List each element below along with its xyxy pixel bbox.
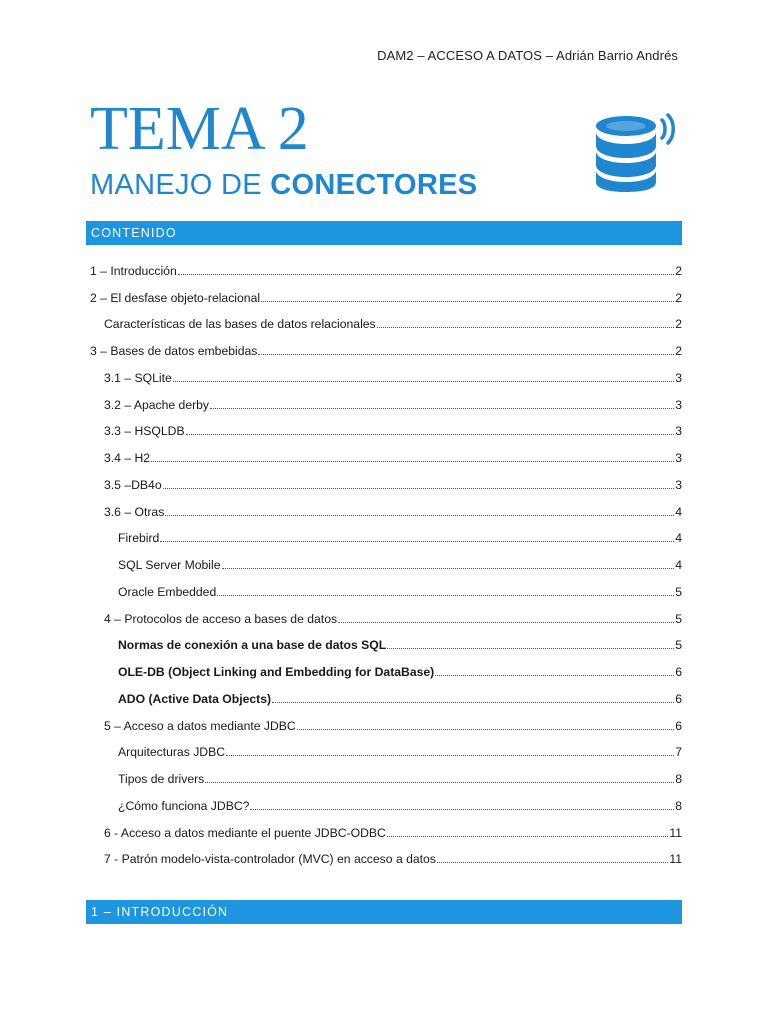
toc-entry-line — [90, 638, 682, 652]
toc-entry-page: 5 — [675, 638, 682, 653]
toc-entry-line — [90, 451, 682, 465]
toc-entry-line — [90, 371, 682, 385]
toc-entry-label: 4 – Protocolos de acceso a bases de datos — [104, 611, 338, 626]
toc-entry-label: ¿Cómo funciona JDBC? — [118, 798, 250, 813]
toc-dot-leader — [377, 327, 675, 328]
toc-entry-label: Firebird — [118, 531, 160, 546]
toc-entry-page: 2 — [675, 317, 682, 332]
toc-entry-label: 3.1 – SQLite — [104, 370, 172, 385]
toc-entry-line — [90, 558, 682, 572]
toc-entry-label: 3.4 – H2 — [104, 451, 151, 465]
toc-entry-label: 5 – Acceso a datos mediante JDBC — [104, 718, 296, 733]
toc-dot-leader — [338, 622, 674, 623]
toc-entry-page: 3 — [675, 370, 682, 385]
toc-entry[interactable] — [90, 600, 682, 627]
toc-entry-line — [90, 692, 682, 706]
toc-entry-page: 8 — [675, 798, 682, 813]
toc-dot-leader — [163, 488, 675, 489]
toc-entry-page: 4 — [675, 558, 682, 572]
toc-entry-line — [90, 612, 682, 626]
toc-entry-line — [90, 344, 682, 358]
toc-entry-page: 3 — [675, 424, 682, 439]
toc-entry-page: 6 — [675, 718, 682, 733]
toc-entry-label: Normas de conexión a una base de datos SQL — [118, 638, 387, 653]
toc-entry-page: 5 — [675, 584, 682, 599]
toc-dot-leader — [210, 408, 674, 409]
toc-entry-label: 6 - Acceso a datos mediante el puente JDBC-ODBC — [104, 825, 386, 840]
toc-entry-label: 3.2 – Apache derby — [104, 397, 210, 412]
toc-entry-line — [90, 398, 682, 412]
toc-entry-page: 4 — [675, 531, 682, 546]
toc-entry[interactable] — [90, 386, 682, 413]
toc-dot-leader — [437, 862, 668, 863]
toc-dot-leader — [261, 301, 674, 302]
chapter-title: TEMA 2 — [90, 95, 309, 163]
toc-entry[interactable] — [90, 439, 682, 466]
toc-entry-label: 3 – Bases de datos embebidas — [90, 344, 258, 358]
toc-dot-leader — [387, 836, 669, 837]
toc-entry-line — [90, 799, 682, 813]
toc-entry-label: OLE-DB (Object Linking and Embedding for DataBase) — [118, 665, 435, 679]
toc-dot-leader — [217, 595, 674, 596]
toc-entry-line — [90, 665, 682, 679]
title-block — [90, 96, 590, 202]
toc-entry-page: 11 — [669, 852, 682, 867]
toc-dot-leader — [222, 568, 675, 569]
contents-heading: CONTENIDO — [86, 221, 682, 245]
toc-entry[interactable] — [90, 359, 682, 386]
toc-entry-line — [90, 826, 682, 840]
running-header: DAM2 – ACCESO A DATOS – Adrián Barrio Andrés — [377, 48, 678, 63]
introduction-heading: 1 – INTRODUCCIÓN — [86, 900, 682, 924]
toc-dot-leader — [173, 381, 674, 382]
toc-dot-leader — [272, 702, 674, 703]
toc-entry-label: 3.6 – Otras — [104, 504, 165, 519]
toc-entry-label: Características de las bases de datos relacionales — [104, 317, 376, 332]
toc-entry-page: 2 — [675, 344, 682, 358]
toc-entry-label: 2 – El desfase objeto-relacional — [90, 290, 261, 305]
table-of-contents — [90, 252, 682, 867]
toc-entry-page: 5 — [675, 611, 682, 626]
toc-entry[interactable] — [90, 627, 682, 654]
toc-entry-line — [90, 531, 682, 545]
toc-entry-label: Oracle Embedded — [118, 584, 217, 599]
toc-entry-page: 6 — [675, 665, 682, 679]
toc-entry-page: 3 — [675, 451, 682, 465]
toc-entry[interactable] — [90, 573, 682, 600]
toc-entry-page: 2 — [675, 290, 682, 305]
toc-entry[interactable] — [90, 466, 682, 493]
toc-entry[interactable] — [90, 546, 682, 573]
toc-entry[interactable] — [90, 787, 682, 814]
toc-entry-page: 2 — [675, 263, 682, 278]
subtitle-regular: MANEJO DE — [90, 169, 271, 201]
toc-entry-line — [90, 745, 682, 759]
toc-entry[interactable] — [90, 493, 682, 520]
toc-entry-page: 3 — [675, 397, 682, 412]
toc-dot-leader — [160, 541, 674, 542]
toc-dot-leader — [250, 809, 674, 810]
chapter-subtitle — [90, 168, 590, 202]
toc-entry-line — [90, 424, 682, 438]
toc-entry-line — [90, 772, 682, 786]
toc-entry[interactable] — [90, 279, 682, 306]
toc-dot-leader — [226, 755, 674, 756]
toc-entry[interactable] — [90, 520, 682, 547]
toc-entry-label: Tipos de drivers — [118, 772, 205, 786]
toc-entry-label: 7 - Patrón modelo-vista-controlador (MVC) en acceso a datos — [104, 852, 436, 867]
toc-dot-leader — [205, 782, 674, 783]
toc-dot-leader — [297, 729, 674, 730]
toc-entry-line — [90, 585, 682, 599]
toc-entry-label: Arquitecturas JDBC — [118, 745, 226, 760]
toc-entry[interactable] — [90, 413, 682, 440]
toc-entry-line — [90, 505, 682, 519]
toc-entry-label: 3.3 – HSQLDB — [104, 424, 185, 439]
toc-entry-line — [90, 317, 682, 331]
toc-entry[interactable] — [90, 306, 682, 333]
toc-entry-line — [90, 719, 682, 733]
toc-dot-leader — [151, 461, 674, 462]
toc-entry-page: 8 — [675, 772, 682, 786]
toc-entry[interactable] — [90, 734, 682, 761]
database-wireless-icon — [596, 112, 680, 192]
toc-entry-label: ADO (Active Data Objects) — [118, 691, 272, 706]
toc-entry-label: 3.5 –DB4o — [104, 477, 162, 492]
toc-entry[interactable] — [90, 841, 682, 868]
toc-dot-leader — [186, 434, 675, 435]
toc-entry[interactable] — [90, 707, 682, 734]
toc-entry[interactable] — [90, 680, 682, 707]
toc-entry[interactable] — [90, 760, 682, 787]
toc-entry-line — [90, 264, 682, 278]
toc-dot-leader — [165, 515, 674, 516]
toc-entry-page: 4 — [675, 504, 682, 519]
toc-entry[interactable] — [90, 814, 682, 841]
toc-entry[interactable] — [90, 252, 682, 279]
toc-entry-page: 6 — [675, 691, 682, 706]
toc-entry-line — [90, 291, 682, 305]
toc-entry[interactable] — [90, 332, 682, 359]
toc-entry-line — [90, 852, 682, 866]
toc-entry-label: 1 – Introducción — [90, 263, 177, 278]
toc-entry-page: 3 — [675, 477, 682, 492]
toc-dot-leader — [387, 648, 674, 649]
toc-entry-label: SQL Server Mobile — [118, 558, 221, 572]
toc-entry-line — [90, 478, 682, 492]
toc-dot-leader — [178, 274, 674, 275]
toc-entry-page: 11 — [669, 825, 682, 840]
subtitle-bold: CONECTORES — [270, 169, 478, 201]
toc-entry-page: 7 — [675, 745, 682, 760]
toc-entry[interactable] — [90, 653, 682, 680]
toc-dot-leader — [258, 354, 674, 355]
toc-dot-leader — [435, 675, 674, 676]
